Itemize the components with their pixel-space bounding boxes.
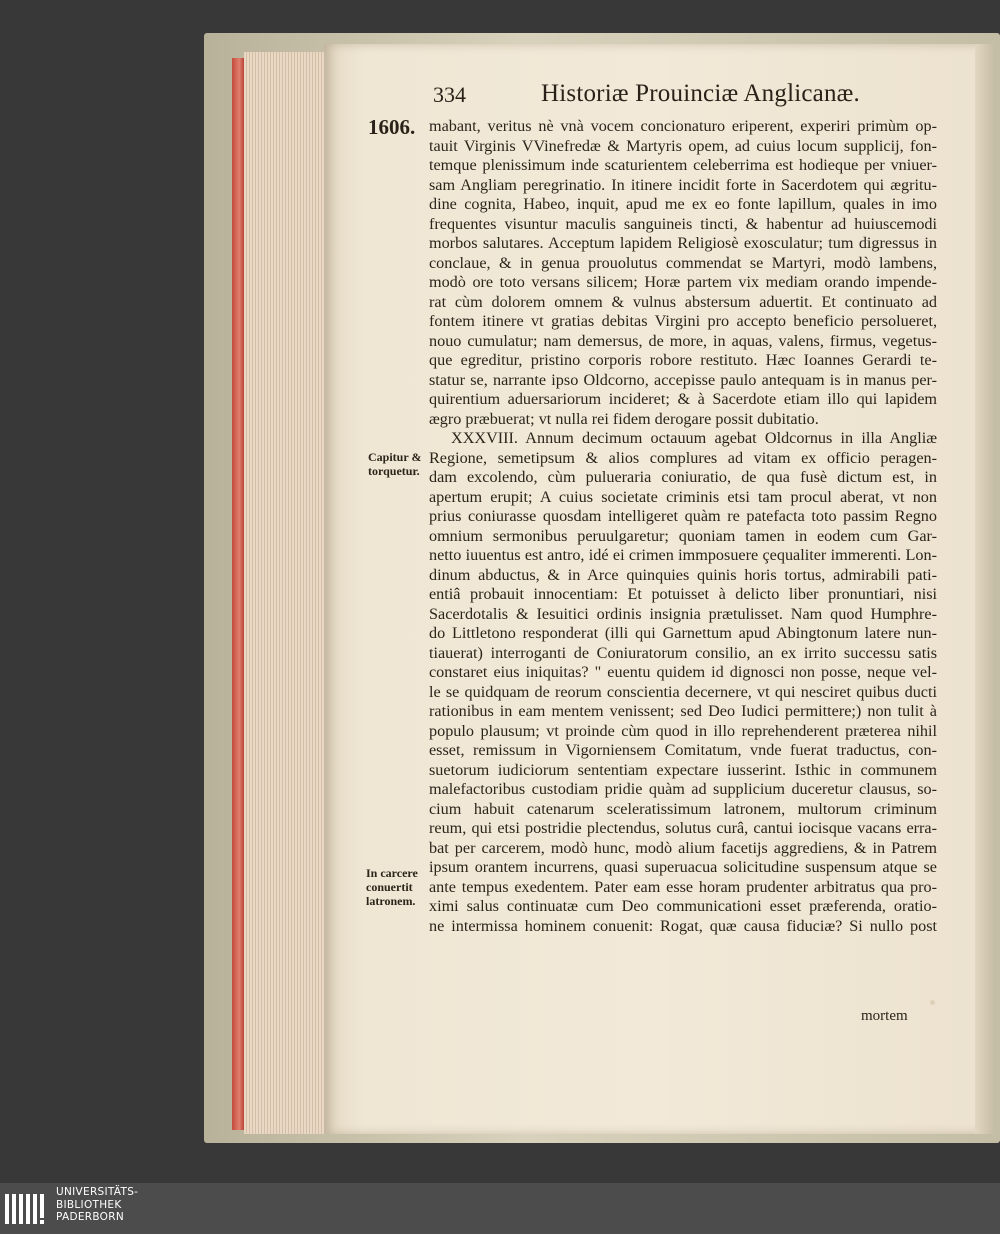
text-line: omnium sermonibus peruulgaretur; quoniam tamen in eodem cum Gar- — [429, 526, 937, 545]
text-line: dinum abductus, & in Arce quinquies quinis horis tortus, admirabili pati- — [429, 565, 937, 584]
paper-spot — [930, 1000, 935, 1005]
text-line: tauit Virginis VVinefredæ & Martyris opem, ad cuius locum supplicij, fon- — [429, 136, 937, 155]
text-line — [429, 936, 937, 956]
library-logo-icon — [5, 1190, 51, 1228]
text-line: ægro præbuerat; vt nulla rei fidem derogare possit dubitatio. — [429, 409, 819, 428]
main-text — [429, 117, 937, 956]
text-line: dine cognita, Habeo, inquit, apud me ex eo fonte lapillum, quales in imo — [429, 195, 937, 213]
text-line: nouo cumulatur; nam demersus, de more, in aquas, valens, firmus, vegetus- — [429, 331, 937, 350]
margin-note-line: latronem. — [366, 894, 416, 908]
page-number: 334 — [433, 82, 466, 107]
text-line: apertum erupit; A cuius societate criminis etsi tam procul aberat, vt non — [429, 487, 937, 506]
text-line: mabant, veritus nè vnà vocem concionaturo eriperent, experiri primùm op- — [429, 117, 937, 135]
text-line: entiâ probauit innocentiam: Et potuisset à delicto liber pronuntiari, nisi — [429, 585, 937, 603]
margin-note-line: torquetur. — [368, 464, 420, 478]
text-line: ipsum orantem incurrens, quasi superuacua solicitudine suspensum atque se — [429, 858, 937, 876]
library-name-line: PADERBORN — [56, 1211, 124, 1223]
text-line: constaret eius iniquitas? " euentu quidem id dignosci non posse, neque vel- — [429, 663, 937, 681]
text-line: frequentes visuntur maculis sanguineis tincti, & habentur ad huiuscemodi — [429, 214, 937, 233]
text-line: bat per carcerem, modò hunc, modò alium facetijs aggrediens, & in Patrem — [429, 838, 937, 857]
red-page-edge — [232, 58, 244, 1130]
text-line: do Littletono responderat (illi qui Garnettum apud Abingtonum latere nun- — [429, 624, 937, 642]
text-line: le se quidquam de reorum conscientia decernere, vt qui nesciret quibus ducti — [429, 682, 937, 701]
text-line: suetorum iudiciorum sententiam expectare iusserint. Isthic in communem — [429, 760, 937, 779]
library-name — [56, 1186, 138, 1224]
margin-note-capture — [368, 450, 421, 478]
text-line: cium habuit catenarum sceleratissimum latronem, multorum criminum — [429, 799, 937, 818]
text-line: morbos salutares. Acceptum lapidem Religiosè exosculatur; tum digressus in — [429, 234, 937, 252]
text-line: conclaue, & in genua prouolutus commendat se Martyri, modò lambens, — [429, 253, 937, 272]
text-line: rat cùm dolorem omnem & vulnus abstersum aduertit. Et continuato ad — [429, 292, 937, 311]
margin-note-line: Capitur & — [368, 450, 422, 464]
margin-note-line: In carcere — [366, 866, 418, 880]
text-line: fontem itinere vt gratias debitas Virgini pro accepto beneficio persolueret, — [429, 312, 937, 330]
text-line: esset, remissum in Vigorniensem Comitatum, vnde fuerat traductus, con- — [429, 741, 937, 759]
text-line: temque plenissimum inde scaturientem celeberrima est hodieque per vniuer- — [429, 156, 937, 174]
library-name-line: BIBLIOTHEK — [56, 1198, 122, 1211]
footer-bar — [0, 1183, 1000, 1234]
text-line: quirentium aduersariorum incideret; & à Sacerdote etiam illo qui lapidem — [429, 390, 937, 408]
text-line: ximi salus continuatæ cum Deo communicationi esset præferenda, oratio- — [429, 897, 937, 915]
margin-note-prison — [366, 866, 418, 908]
text-line: modò ore toto versans silicem; Horæ partem vix mediam orando impende- — [429, 273, 937, 291]
margin-year: 1606. — [368, 115, 416, 139]
text-line: tiauerat) interroganti de Coniuratorum consilio, an ex irrito successu satis — [429, 643, 937, 662]
catchword: mortem — [861, 1008, 908, 1024]
text-line: sam Angliam peregrinatio. In itinere incidit forte in Sacerdotem qui ægritu- — [429, 175, 937, 194]
text-line: Regione, semetipsum & alios complures ad vitam ex officio peragen- — [429, 448, 937, 467]
running-title: Historiæ Prouinciæ Anglicanæ. — [541, 80, 860, 107]
text-line: ante tempus exedentem. Pater eam esse horam prudenter arbitratus qua pro- — [429, 877, 937, 896]
text-line: statur se, narrante ipso Oldcorno, accepisse paulo antequam is in manus per- — [429, 370, 937, 389]
text-line: rationibus in eam mentem venissent; sed Deo Iudici permittere;) non tulit à — [429, 702, 937, 720]
page-block-edges — [244, 52, 327, 1134]
text-line: prius coniurasse quosdam intelligeret quàm re patefacta toto passim Regno — [429, 507, 937, 525]
text-line: malefactoribus custodiam pridie quàm ad supplicium duceretur clausus, so- — [429, 780, 937, 798]
page-gutter — [975, 44, 993, 1134]
text-line: Sacerdotalis & Iesuitici ordinis insignia prætulisset. Nam quod Humphre- — [429, 604, 937, 623]
margin-note-line: conuertit — [366, 880, 413, 894]
text-line: reum, qui etsi postridie plectendus, solutus curâ, cantui iocisque vacans erra- — [429, 819, 937, 837]
text-line: ne intermissa hominem conuenit: Rogat, quæ causa fiduciæ? Si nullo post — [429, 916, 937, 935]
library-name-line: UNIVERSITÄTS- — [56, 1186, 139, 1198]
text-line: netto iuuentus est antro, idé ei crimen immposuere çequaliter immerenti. Lon- — [429, 546, 937, 564]
text-line: dam excolendo, cùm pulueraria coniuratio, de qua fusè dictum est, in — [429, 468, 937, 486]
text-line: que egreditur, pristino corporis robore restituto. Hæc Ioannes Gerardi te- — [429, 351, 937, 369]
text-line: populo plausum; vt proinde cùm quod in illo reprehenderent præterea nihil — [429, 721, 937, 740]
text-line: XXXVIII. Annum decimum octauum agebat Oldcornus in illa Angliæ — [451, 429, 937, 447]
